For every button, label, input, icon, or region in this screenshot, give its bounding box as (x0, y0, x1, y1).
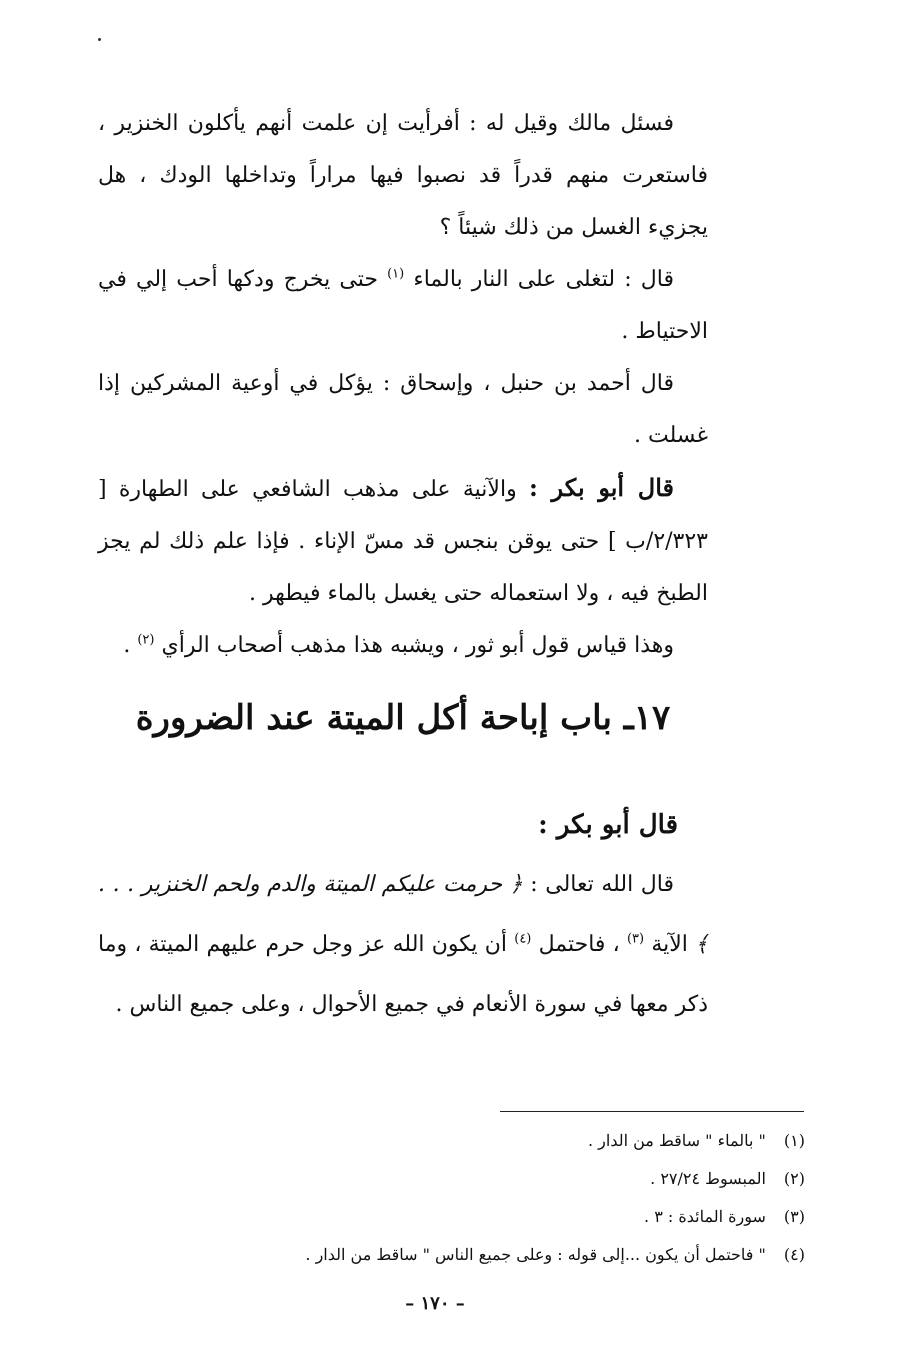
page-number: – ١٧٠ – (405, 1293, 465, 1314)
paragraph-2-text-a: قال : لتغلى على النار بالماء (413, 267, 675, 292)
paragraph-1 (98, 98, 708, 254)
paragraph-6-text-a: قال الله تعالى : (530, 872, 675, 897)
footnote-ref-4: (٤) (514, 931, 532, 947)
footnote-number: (٢) (783, 1169, 805, 1188)
paragraph-2 (98, 254, 708, 358)
speaker-heading: قال أبو بكر : (538, 810, 678, 840)
footnote-text: " بالماء " ساقط من الدار . (587, 1131, 766, 1150)
paragraph-5-text-a: وهذا قياس قول أبو ثور ، ويشبه هذا مذهب أصحاب الرأي (161, 633, 674, 658)
footnote-ref-2: (٢) (137, 632, 155, 648)
footnotes (240, 1122, 805, 1274)
footnote-number: (١) (783, 1131, 805, 1150)
paragraph-6 (98, 855, 708, 1035)
main-text-top (98, 98, 708, 672)
footnote-text: سورة المائدة : ٣ . (644, 1207, 766, 1226)
paragraph-4-text: والآنية على مذهب الشافعي على الطهارة [ ٢/٣٢٣/ب ] حتى يوقن بنجس قد مسّ الإناء . فإذا علم ذلك لم يجز الطبخ فيه ، ولا استعماله حتى يغسل بالماء فيطهر . (98, 477, 708, 606)
footnote-item (240, 1198, 805, 1236)
paragraph-1-text: فسئل مالك وقيل له : أفرأيت إن علمت أنهم يأكلون الخنزير ، فاستعرت منهم قدراً قد نصبوا فيها مراراً وتداخلها الودك ، هل يجزيء الغسل من ذلك شيئاً ؟ (98, 111, 708, 240)
paragraph-5-text-b: . (123, 633, 131, 658)
footnote-number: (٣) (783, 1207, 805, 1226)
paragraph-2-text-b: حتى يخرج ودكها أحب إلي في الاحتياط . (98, 267, 708, 344)
paragraph-3 (98, 358, 708, 462)
footnote-divider (500, 1111, 804, 1112)
paragraph-6-text-b: الآية (651, 932, 688, 957)
paragraph-6-text-c: ، فاحتمل (538, 932, 620, 957)
paragraph-5 (98, 620, 708, 672)
paragraph-4-lead: قال أبو بكر : (529, 473, 674, 502)
footnote-ref-3: (٣) (626, 931, 645, 947)
main-text-bottom (98, 855, 708, 1035)
footnote-number: (٤) (783, 1245, 805, 1264)
chapter-heading: ١٧ـ باب إباحة أكل الميتة عند الضرورة (135, 698, 671, 738)
footnote-item (240, 1236, 805, 1274)
paragraph-6-text-d: أن يكون الله عز وجل حرم عليهم الميتة ، وما ذكر معها في سورة الأنعام في جميع الأحوال ، وعلى جميع الناس . (98, 932, 708, 1017)
quran-quote: ﴿ حرمت عليكم الميتة والدم ولحم الخنزير . . . ﴾ (98, 872, 709, 957)
paragraph-3-text: قال أحمد بن حنبل ، وإسحاق : يؤكل في أوعية المشركين إذا غسلت . (98, 371, 708, 448)
footnote-ref-1: (١) (387, 266, 405, 282)
scan-speck (98, 38, 101, 41)
footnote-text: " فاحتمل أن يكون ...إلى قوله : وعلى جميع الناس " ساقط من الدار . (305, 1245, 766, 1264)
paragraph-4 (98, 462, 708, 620)
footnote-text: المبسوط ٢٧/٢٤ . (650, 1169, 766, 1188)
footnote-item (240, 1160, 805, 1198)
footnote-item (240, 1122, 805, 1160)
